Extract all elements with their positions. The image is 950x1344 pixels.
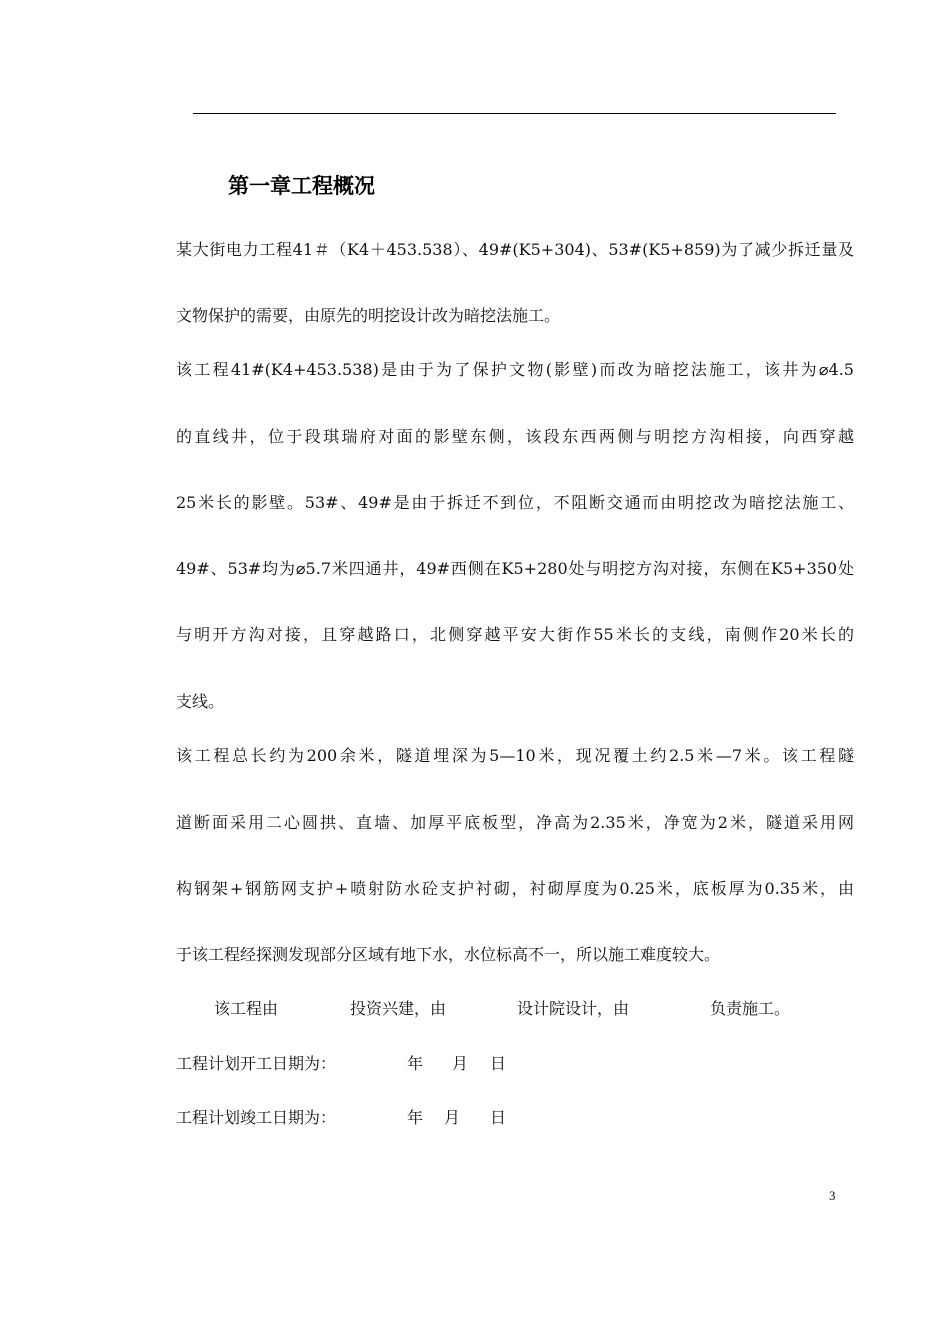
responsibility-part-1: 该工程由 xyxy=(214,999,279,1018)
paragraph2-line-6: 支线。 xyxy=(176,692,225,711)
paragraph3-line-1: 该工程总长约为200余米，隧道埋深为5—10米，现况覆土约2.5米—7米。该工程隧 xyxy=(176,746,854,765)
start-date-month: 月 xyxy=(452,1054,469,1073)
responsibility-part-4: 负责施工。 xyxy=(710,999,791,1018)
start-date-label: 工程计划开工日期为： xyxy=(176,1054,337,1073)
paragraph1-line-2: 文物保护的需要，由原先的明挖设计改为暗挖法施工。 xyxy=(176,306,561,325)
end-date-label: 工程计划竣工日期为： xyxy=(176,1108,337,1127)
page-number: 3 xyxy=(829,1188,836,1203)
paragraph3-line-3: 构钢架+钢筋网支护+喷射防水砼支护衬砌，衬砌厚度为0.25米，底板厚为0.35米，由 xyxy=(176,879,854,898)
end-date-day: 日 xyxy=(490,1108,507,1127)
paragraph2-line-2: 的直线井，位于段琪瑞府对面的影壁东侧，该段东西两侧与明挖方沟相接，向西穿越 xyxy=(176,427,854,446)
start-date-day: 日 xyxy=(490,1054,507,1073)
end-date-month: 月 xyxy=(444,1108,461,1127)
responsibility-part-2: 投资兴建，由 xyxy=(350,999,447,1018)
paragraph1-line-1: 某大街电力工程41＃（K4＋453.538）、49#(K5+304)、53#(K5+859)为了减少拆迁量及 xyxy=(176,240,854,259)
paragraph2-line-4: 49#、53#均为⌀5.7米四通井，49#西侧在K5+280处与明挖方沟对接，东侧在K5+350处 xyxy=(176,559,854,578)
paragraph3-line-4: 于该工程经探测发现部分区域有地下水，水位标高不一，所以施工难度较大。 xyxy=(176,945,721,964)
paragraph2-line-3: 25米长的影壁。53#、49#是由于拆迁不到位，不阻断交通而由明挖改为暗挖法施工、 xyxy=(176,493,854,512)
header-rule xyxy=(193,113,836,114)
paragraph3-line-2: 道断面采用二心圆拱、直墙、加厚平底板型，净高为2.35米，净宽为2米，隧道采用网 xyxy=(176,813,854,832)
paragraph2-line-1: 该工程41#(K4+453.538)是由于为了保护文物(影壁)而改为暗挖法施工，该井为⌀4.5 xyxy=(176,360,854,379)
chapter-title: 第一章工程概况 xyxy=(228,174,375,198)
responsibility-part-3: 设计院设计，由 xyxy=(517,999,630,1018)
end-date-year: 年 xyxy=(407,1108,424,1127)
paragraph2-line-5: 与明开方沟对接，且穿越路口，北侧穿越平安大街作55米长的支线，南侧作20米长的 xyxy=(176,625,854,644)
start-date-year: 年 xyxy=(407,1054,424,1073)
